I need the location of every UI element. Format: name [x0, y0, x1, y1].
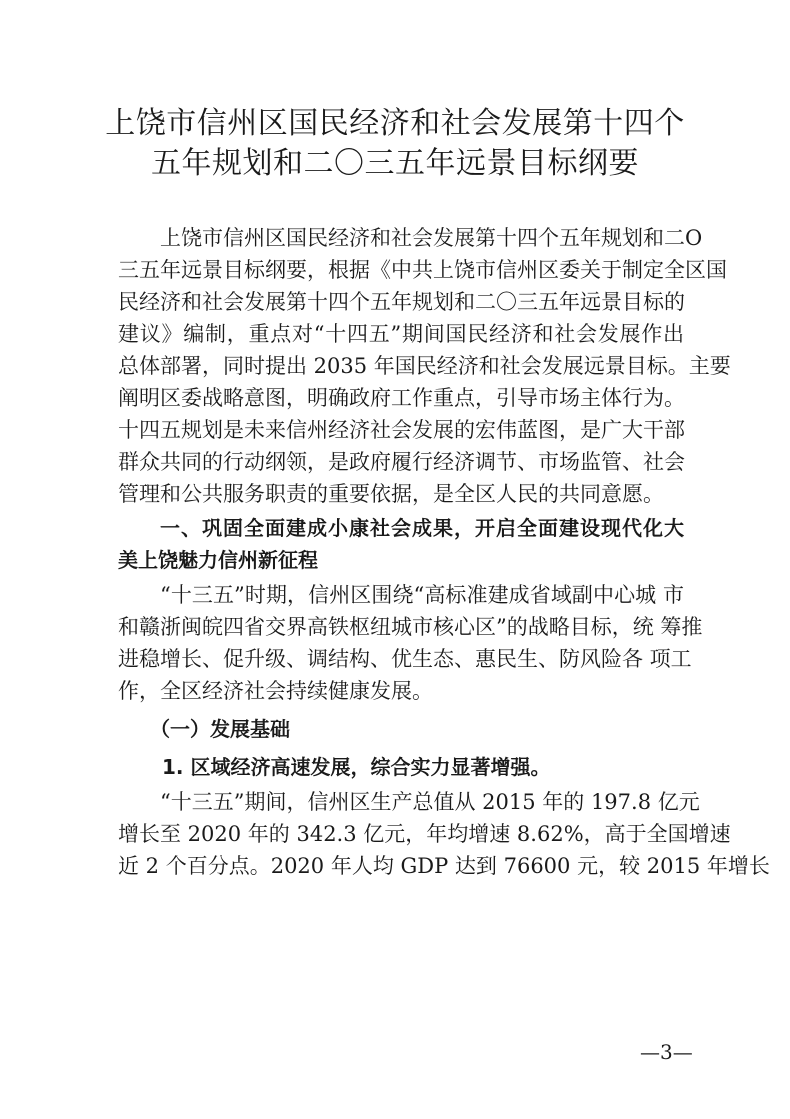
intro-line: 三五年远景目标纲要，根据《中共上饶市信州区委关于制定全区国: [118, 258, 727, 282]
intro-line: 管理和公共服务职责的重要依据，是全区人民的共同意愿。: [118, 482, 664, 506]
intro-line: 群众共同的行动纲领，是政府履行经济调节、市场监管、社会: [118, 450, 685, 474]
page-number: —3—: [640, 1040, 693, 1064]
intro-line: 建议》编制，重点对“十四五”期间国民经济和社会发展作出: [118, 322, 684, 346]
item-body-line: 增长至 2020 年的 342.3 亿元，年均增速 8.62%，高于全国增速: [118, 822, 731, 846]
item-body-line: “十三五”期间，信州区生产总值从 2015 年的 197.8 亿元: [160, 790, 700, 814]
document-title-line-1: 上饶市信州区国民经济和社会发展第十四个: [105, 106, 685, 141]
intro-line: 十四五规划是未来信州经济社会发展的宏伟蓝图，是广大干部: [118, 418, 685, 442]
item-heading: 1. 区域经济高速发展，综合实力显著增强。: [162, 755, 551, 779]
document-title-line-2: 五年规划和二〇三五年远景目标纲要: [151, 146, 639, 181]
section-body-line: 进稳增长、促升级、调结构、优生态、惠民生、防风险各 项工: [118, 647, 692, 671]
intro-line: 总体部署，同时提出 2035 年国民经济和社会发展远景目标。主要: [118, 354, 731, 378]
section-body-line: 作，全区经济社会持续健康发展。: [118, 679, 433, 703]
section-body-line: 和赣浙闽皖四省交界高铁枢纽城市核心区”的战略目标，统 筹推: [118, 615, 703, 639]
section-heading-line-1: 一、巩固全面建成小康社会成果，开启全面建设现代化大: [160, 516, 684, 540]
intro-line: 阐明区委战略意图，明确政府工作重点，引导市场主体行为。: [118, 386, 685, 410]
intro-line: 上饶市信州区国民经济和社会发展第十四个五年规划和二O: [160, 226, 703, 250]
item-body-line: 近 2 个百分点。2020 年人均 GDP 达到 76600 元，较 2015 年增长: [118, 854, 770, 878]
intro-line: 民经济和社会发展第十四个五年规划和二〇三五年远景目标的: [118, 290, 685, 314]
section-body-line: “十三五”时期，信州区围绕“高标准建成省域副中心城 市: [160, 583, 684, 607]
section-heading-line-2: 美上饶魅力信州新征程: [118, 548, 318, 572]
subsection-heading: （一）发展基础: [150, 717, 290, 741]
